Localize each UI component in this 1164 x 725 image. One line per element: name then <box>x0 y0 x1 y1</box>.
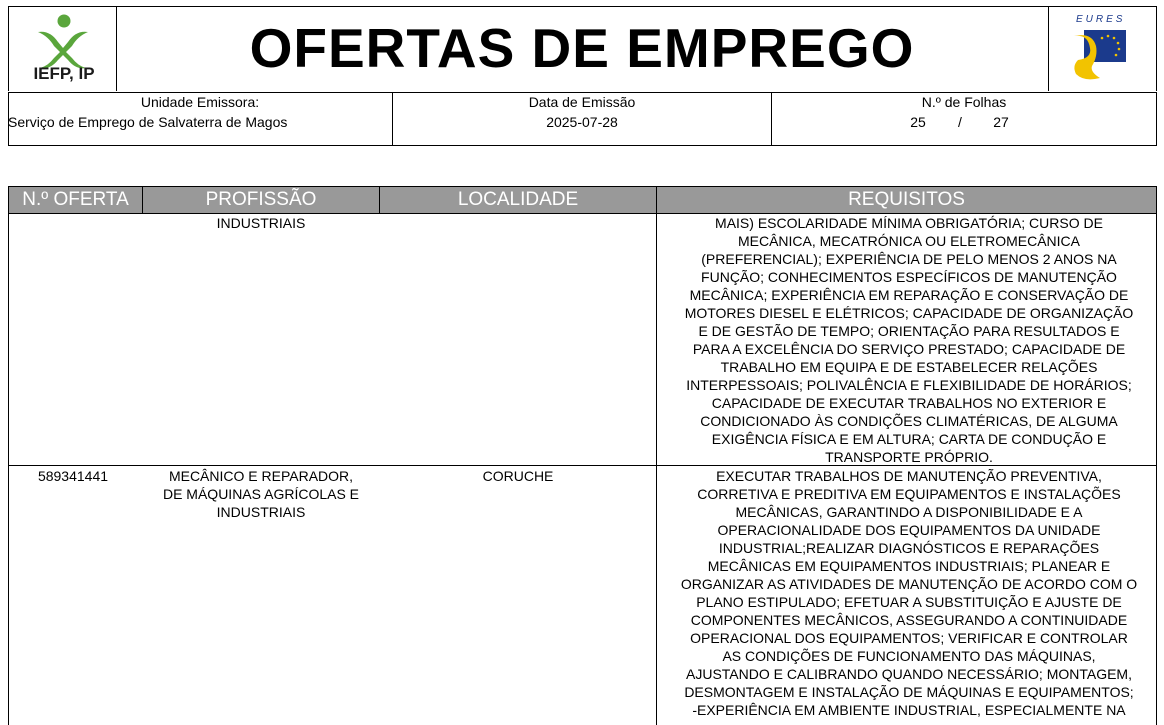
iefp-logo-text: IEFP, IP <box>33 64 95 83</box>
column-header-requirements: REQUISITOS <box>657 187 1156 213</box>
iefp-logo <box>16 8 110 88</box>
profession-cell: INDUSTRIAIS <box>216 215 306 231</box>
issuing-unit-value: Serviço de Emprego de Salvaterra de Magos <box>8 114 288 130</box>
issuing-unit-label: Unidade Emissora: <box>140 94 260 110</box>
issue-date-label: Data de Emissão <box>528 94 636 110</box>
sheets-current: 25 <box>910 114 926 130</box>
eures-logo-text: EURES <box>1076 14 1126 25</box>
column-header-location: LOCALIDADE <box>380 187 656 213</box>
sheets-label: N.º de Folhas <box>921 94 1007 110</box>
eures-mark-icon <box>1070 26 1132 84</box>
sheets-total: 27 <box>993 114 1009 130</box>
location-cell: CORUCHE <box>482 468 554 484</box>
requirements-cell: MAIS) ESCOLARIDADE MÍNIMA OBRIGATÓRIA; CURSO DE MECÂNICA, MECATRÓNICA OU ELETROMECÂNICA (PREFERENCIAL); EXPERIÊNCIA DE PELO MENOS 2 ANOS NA FUNÇÃO; CONHECIMENTOS ESPECÍFICOS DE MANUTENÇÃO MECÂNICA; EXPERIÊNCIA EM REPARAÇÃO E CONSERVAÇÃO DE MOTORES DIESEL E ELÉTRICOS; CAPACIDADE DE ORGANIZAÇÃO E DE GESTÃO DE TEMPO; ORIENTAÇÃO PARA RESULTADOS E PARA A EXCELÊNCIA DO SERVIÇO PRESTADO; CAPACIDADE DE TRABALHO EM EQUIPA E DE ESTABELECER RELAÇÕES INTERPESSOAIS; POLIVALÊNCIA E FLEXIBILIDADE DE HORÁRIOS; CAPACIDADE DE EXECUTAR TRABALHOS NO EXTERIOR E CONDICIONADO ÀS CONDIÇÕES CLIMATÉRICAS, DE ALGUMA EXIGÊNCIA FÍSICA E EM ALTURA; CARTA DE CONDUÇÃO E TRANSPORTE PRÓPRIO. <box>684 215 1134 465</box>
eures-logo <box>1060 12 1138 88</box>
profession-cell: MECÂNICO E REPARADOR, DE MÁQUINAS AGRÍCOLAS E INDUSTRIAIS <box>162 468 360 520</box>
column-header-offer-number: N.º OFERTA <box>9 187 142 213</box>
sheets-separator: / <box>958 114 962 130</box>
requirements-cell: EXECUTAR TRABALHOS DE MANUTENÇÃO PREVENTIVA, CORRETIVA E PREDITIVA EM EQUIPAMENTOS E INSTALAÇÕES MECÂNICAS, GARANTINDO A DISPONIBILIDADE E A OPERACIONALIDADE DOS EQUIPAMENTOS DA UNIDADE INDUSTRIAL;REALIZAR DIAGNÓSTICOS E REPARAÇÕES MECÂNICAS EM EQUIPAMENTOS INDUSTRIAIS; PLANEAR E ORGANIZAR AS ATIVIDADES DE MANUTENÇÃO DE ACORDO COM O PLANO ESTIPULADO; EFETUAR A SUBSTITUIÇÃO E AJUSTE DE COMPONENTES MECÂNICOS, ASSEGURANDO A CONTINUIDADE OPERACIONAL DOS EQUIPAMENTOS; VERIFICAR E CONTROLAR AS CONDIÇÕES DE FUNCIONAMENTO DAS MÁQUINAS, AJUSTANDO E CALIBRANDO QUANDO NECESSÁRIO; MONTAGEM, DESMONTAGEM E INSTALAÇÃO DE MÁQUINAS E EQUIPAMENTOS; -EXPERIÊNCIA EM AMBIENTE INDUSTRIAL, ESPECIALMENTE NA <box>680 468 1138 718</box>
page-title: OFERTAS DE EMPREGO <box>249 17 915 79</box>
offer-number-cell: 589341441 <box>37 468 109 484</box>
issue-date-value: 2025-07-28 <box>546 114 618 130</box>
column-header-profession: PROFISSÃO <box>143 187 379 213</box>
